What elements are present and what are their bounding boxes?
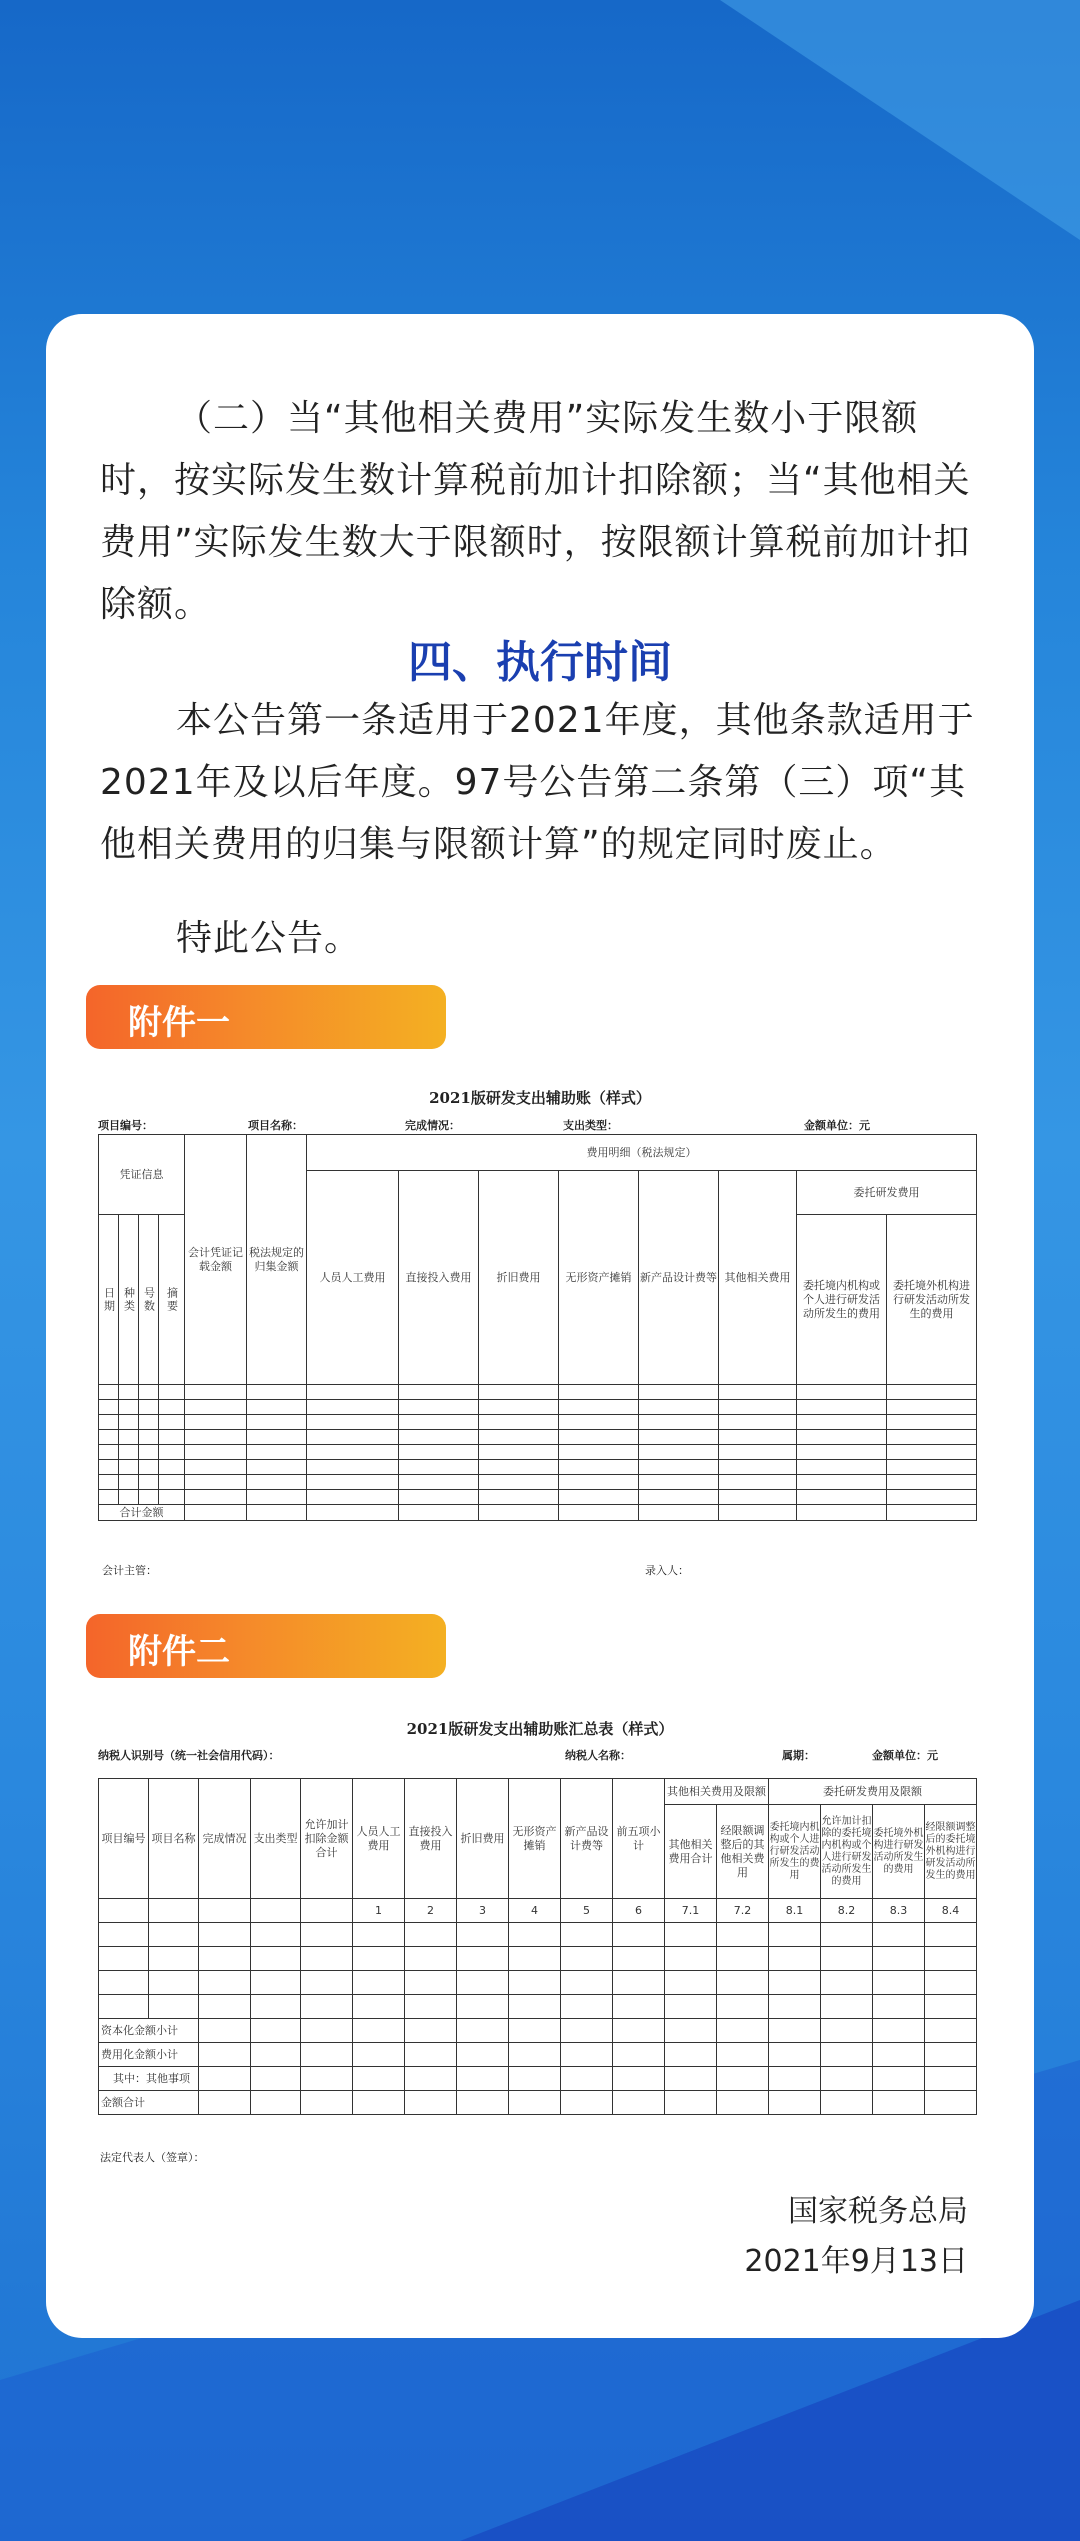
paragraph-2: 本公告第一条适用于2021年度，其他条款适用于2021年及以后年度。97号公告第二条第（三）项“其他相关费用的归集与限额计算”的规定同时废止。 — [100, 700, 975, 865]
table-row — [99, 1490, 977, 1505]
header2-c4: 无形资产摊销 — [509, 1779, 561, 1899]
table-row — [99, 1445, 977, 1460]
table-1-footer-left: 会计主管： — [102, 1564, 157, 1577]
table-row — [99, 1460, 977, 1475]
header-tax-amount: 税法规定的归集金额 — [247, 1135, 307, 1385]
table-2-title: 2021版研发支出辅助账汇总表（样式） — [406, 1720, 674, 1738]
table-row — [99, 2043, 977, 2067]
table-row — [99, 1385, 977, 1400]
total-label: 合计金额 — [99, 1505, 185, 1521]
col-number: 7.2 — [717, 1899, 769, 1923]
table-row — [99, 1947, 977, 1971]
signature-org: 国家税务总局 — [788, 2194, 968, 2229]
header2-c2: 直接投入费用 — [405, 1779, 457, 1899]
header-entrust: 委托研发费用 — [797, 1171, 977, 1215]
table-row — [99, 1995, 977, 2019]
paragraph-3: 特此公告。 — [176, 918, 362, 959]
row-total: 金额合计 — [99, 2091, 199, 2115]
row-other: 其中：其他事项 — [99, 2067, 199, 2091]
col-number: 8.1 — [769, 1899, 821, 1923]
col-number: 6 — [613, 1899, 665, 1923]
table-1-meta-project-no: 项目编号： — [98, 1119, 153, 1132]
header-c5: 新产品设计费等 — [639, 1171, 719, 1385]
header-acct-amount: 会计凭证记载金额 — [185, 1135, 247, 1385]
header2-h5: 允许加计扣除金额合计 — [301, 1779, 353, 1899]
header2-c3: 折旧费用 — [457, 1779, 509, 1899]
header-c2: 直接投入费用 — [399, 1171, 479, 1385]
table-row — [99, 1923, 977, 1947]
header2-e4: 经限额调整后的委托境外机构进行研发活动所发生的费用 — [925, 1805, 977, 1899]
header-c3: 折旧费用 — [479, 1171, 559, 1385]
header2-h1: 项目编号 — [99, 1779, 149, 1899]
table-row — [99, 1415, 977, 1430]
table-2 — [98, 1778, 977, 2115]
table-1 — [98, 1134, 977, 1521]
attachment-1-label: 附件一 — [128, 1003, 230, 1043]
col-number: 8.4 — [925, 1899, 977, 1923]
header2-e3: 委托境外机构进行研发活动所发生的费用 — [873, 1805, 925, 1899]
header-c6: 其他相关费用 — [719, 1171, 797, 1385]
table-row — [99, 1400, 977, 1415]
header-c1: 人员人工费用 — [307, 1171, 399, 1385]
header-detail: 费用明细（税法规定） — [307, 1135, 977, 1171]
signature-date: 2021年9月13日 — [744, 2244, 968, 2279]
header-date: 日期 — [99, 1215, 119, 1385]
header2-e2: 允许加计扣除的委托境内机构或个人进行研发活动所发生的费用 — [821, 1805, 873, 1899]
table-row — [99, 1971, 977, 1995]
col-number: 3 — [457, 1899, 509, 1923]
table-total-row — [99, 1505, 977, 1521]
header2-entrust: 委托研发费用及限额 — [769, 1779, 977, 1805]
table-1-meta-status: 完成情况： — [405, 1119, 460, 1132]
table-1-meta-unit: 金额单位：元 — [804, 1119, 870, 1132]
header2-c5: 新产品设计费等 — [561, 1779, 613, 1899]
col-number: 2 — [405, 1899, 457, 1923]
table-2-meta-name: 纳税人名称： — [565, 1749, 631, 1762]
table-2-meta-period: 属期： — [782, 1749, 815, 1762]
table-row — [99, 1475, 977, 1490]
table-1-title: 2021版研发支出辅助账（样式） — [429, 1089, 651, 1107]
table-2-meta-taxid: 纳税人识别号（统一社会信用代码）： — [98, 1749, 280, 1762]
table-1-meta-type: 支出类型： — [563, 1119, 618, 1132]
header2-h4: 支出类型 — [251, 1779, 301, 1899]
section-heading: 四、执行时间 — [408, 637, 672, 688]
attachment-2-label: 附件二 — [128, 1632, 230, 1672]
header2-o2: 经限额调整后的其他相关费用 — [717, 1805, 769, 1899]
col-number: 1 — [353, 1899, 405, 1923]
attachment-1-badge — [86, 985, 446, 1049]
header2-e1: 委托境内机构或个人进行研发活动所发生的费用 — [769, 1805, 821, 1899]
header-kind: 种类 — [119, 1215, 139, 1385]
row-expensed: 费用化金额小计 — [99, 2043, 199, 2067]
header2-other: 其他相关费用及限额 — [665, 1779, 769, 1805]
col-number: 5 — [561, 1899, 613, 1923]
header2-o1: 其他相关费用合计 — [665, 1805, 717, 1899]
table-row — [99, 2019, 977, 2043]
table-row — [99, 2067, 977, 2091]
table-1-footer-right: 录入人： — [645, 1564, 689, 1577]
header2-h3: 完成情况 — [199, 1779, 251, 1899]
table-total-row — [99, 2091, 977, 2115]
table-2-footer: 法定代表人（签章）： — [100, 2151, 205, 2164]
header-c4: 无形资产摊销 — [559, 1171, 639, 1385]
col-number: 7.1 — [665, 1899, 717, 1923]
table-2-meta-unit: 金额单位：元 — [872, 1749, 938, 1762]
col-number: 8.2 — [821, 1899, 873, 1923]
table-1-meta-project-name: 项目名称： — [248, 1119, 303, 1132]
header-e1: 委托境内机构或个人进行研发活动所发生的费用 — [797, 1215, 887, 1385]
row-capitalized: 资本化金额小计 — [99, 2019, 199, 2043]
header2-c6: 前五项小计 — [613, 1779, 665, 1899]
table-row — [99, 1430, 977, 1445]
header2-c1: 人员人工费用 — [353, 1779, 405, 1899]
col-number: 8.3 — [873, 1899, 925, 1923]
header-number: 号数 — [139, 1215, 159, 1385]
header-summary: 摘要 — [159, 1215, 185, 1385]
number-row — [99, 1899, 977, 1923]
header-e2: 委托境外机构进行研发活动所发生的费用 — [887, 1215, 977, 1385]
paragraph-1: （二）当“其他相关费用”实际发生数小于限额时，按实际发生数计算税前加计扣除额；当“其他相关费用”实际发生数大于限额时，按限额计算税前加计扣除额。 — [100, 398, 971, 625]
header-voucher: 凭证信息 — [99, 1135, 185, 1215]
col-number: 4 — [509, 1899, 561, 1923]
attachment-2-badge — [86, 1614, 446, 1678]
header2-h2: 项目名称 — [149, 1779, 199, 1899]
